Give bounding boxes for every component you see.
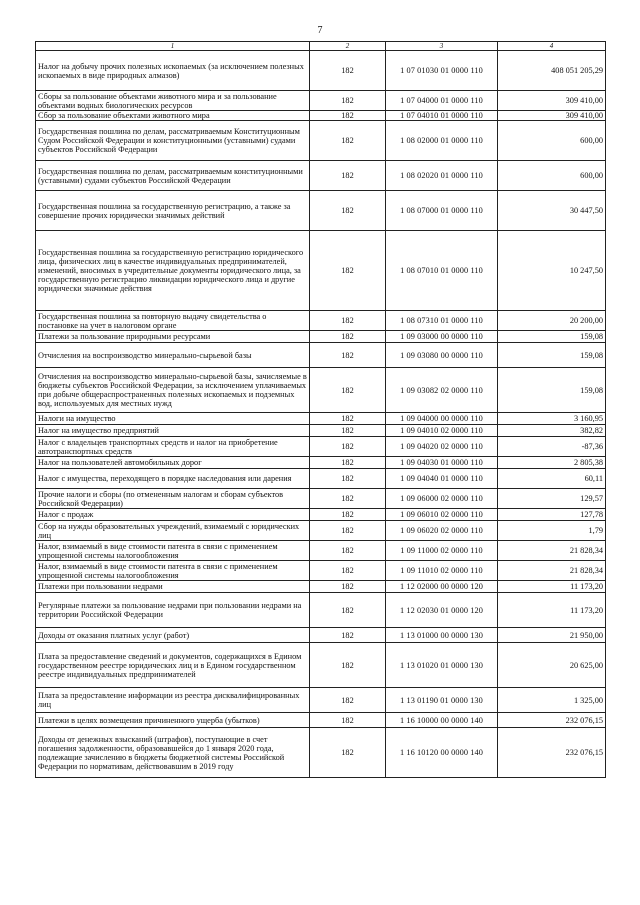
row-budget-code: 1 08 07010 01 0000 110 [386,231,498,311]
table-row [36,368,606,413]
table-row [36,437,606,457]
row-amount: 30 447,50 [498,191,606,231]
row-admin-code: 182 [310,413,386,425]
row-admin-code: 182 [310,311,386,331]
row-name: Платежи за пользование природными ресурсами [36,331,310,343]
row-amount: 600,00 [498,121,606,161]
row-amount: 21 950,00 [498,628,606,643]
table-row [36,643,606,688]
row-amount: 21 828,34 [498,541,606,561]
row-amount: 20 625,00 [498,643,606,688]
table-row [36,413,606,425]
row-amount: 11 173,20 [498,593,606,628]
row-admin-code: 182 [310,688,386,713]
row-amount: 309 410,00 [498,111,606,121]
row-budget-code: 1 09 03080 00 0000 110 [386,343,498,368]
table-row [36,343,606,368]
row-budget-code: 1 08 07310 01 0000 110 [386,311,498,331]
row-amount: 159,08 [498,343,606,368]
table-row [36,191,606,231]
table-row [36,713,606,728]
row-budget-code: 1 09 06020 02 0000 110 [386,521,498,541]
row-name: Налог с имущества, переходящего в порядке наследования или дарения [36,469,310,489]
column-number-row [36,42,606,51]
row-budget-code: 1 08 02020 01 0000 110 [386,161,498,191]
row-amount: -87,36 [498,437,606,457]
row-admin-code: 182 [310,343,386,368]
row-admin-code: 182 [310,593,386,628]
row-admin-code: 182 [310,191,386,231]
row-admin-code: 182 [310,713,386,728]
table-row [36,91,606,111]
row-budget-code: 1 16 10000 00 0000 140 [386,713,498,728]
row-admin-code: 182 [310,457,386,469]
row-admin-code: 182 [310,521,386,541]
row-admin-code: 182 [310,368,386,413]
row-budget-code: 1 12 02000 00 0000 120 [386,581,498,593]
row-name: Регулярные платежи за пользование недрами при пользовании недрами на территории Российской Федерации [36,593,310,628]
row-amount: 309 410,00 [498,91,606,111]
table-row [36,489,606,509]
row-admin-code: 182 [310,643,386,688]
row-admin-code: 182 [310,509,386,521]
table-row [36,541,606,561]
row-admin-code: 182 [310,437,386,457]
row-budget-code: 1 08 07000 01 0000 110 [386,191,498,231]
table-row [36,469,606,489]
column-number: 4 [498,42,606,51]
row-name: Государственная пошлина за повторную выдачу свидетельства о постановке на учет в налоговом органе [36,311,310,331]
row-name: Отчисления на воспроизводство минерально-сырьевой базы [36,343,310,368]
table-row [36,425,606,437]
row-admin-code: 182 [310,331,386,343]
row-budget-code: 1 13 01020 01 0000 130 [386,643,498,688]
row-admin-code: 182 [310,541,386,561]
row-budget-code: 1 07 01030 01 0000 110 [386,51,498,91]
table-row [36,331,606,343]
table-row [36,121,606,161]
row-amount: 60,11 [498,469,606,489]
row-admin-code: 182 [310,489,386,509]
row-admin-code: 182 [310,469,386,489]
table-row [36,111,606,121]
row-admin-code: 182 [310,628,386,643]
row-name: Плата за предоставление сведений и документов, содержащихся в Едином государственном реестре юридических лиц и в Едином государственном реестре индивидуальных предпринимателей [36,643,310,688]
row-name: Отчисления на воспроизводство минерально-сырьевой базы, зачисляемые в бюджеты субъектов Российской Федерации, за исключением уплачиваемых при добыче общераспространенных полезных ископаемых и подземных вод, используемых для местных нужд [36,368,310,413]
row-amount: 382,82 [498,425,606,437]
row-name: Налог на имущество предприятий [36,425,310,437]
row-budget-code: 1 09 04000 00 0000 110 [386,413,498,425]
row-amount: 1 325,00 [498,688,606,713]
row-amount: 127,78 [498,509,606,521]
row-amount: 129,57 [498,489,606,509]
row-admin-code: 182 [310,161,386,191]
row-name: Государственная пошлина за государственную регистрацию, а также за совершение прочих юридически значимых действий [36,191,310,231]
row-admin-code: 182 [310,231,386,311]
row-amount: 159,08 [498,368,606,413]
row-name: Налоги на имущество [36,413,310,425]
row-budget-code: 1 09 04010 02 0000 110 [386,425,498,437]
row-admin-code: 182 [310,91,386,111]
row-admin-code: 182 [310,581,386,593]
table-row [36,51,606,91]
row-amount: 232 076,15 [498,728,606,778]
row-amount: 20 200,00 [498,311,606,331]
row-name: Сбор за пользование объектами животного мира [36,111,310,121]
page-number: 7 [317,25,323,36]
row-budget-code: 1 09 03000 00 0000 110 [386,331,498,343]
row-budget-code: 1 12 02030 01 0000 120 [386,593,498,628]
row-budget-code: 1 07 04000 01 0000 110 [386,91,498,111]
row-budget-code: 1 09 06010 02 0000 110 [386,509,498,521]
revenue-table [35,41,606,778]
row-name: Налог с владельцев транспортных средств и налог на приобретение автотранспортных средств [36,437,310,457]
row-name: Доходы от денежных взысканий (штрафов), поступающие в счет погашения задолженности, образовавшейся до 1 января 2020 года, подлежащие зачислению в бюджеты бюджетной системы Российской Федерации по нормативам, действовавшим в 2019 году [36,728,310,778]
table-row [36,521,606,541]
row-amount: 600,00 [498,161,606,191]
table-row [36,231,606,311]
row-budget-code: 1 13 01190 01 0000 130 [386,688,498,713]
table-row [36,628,606,643]
row-budget-code: 1 09 11000 02 0000 110 [386,541,498,561]
row-budget-code: 1 09 04020 02 0000 110 [386,437,498,457]
row-admin-code: 182 [310,425,386,437]
row-amount: 10 247,50 [498,231,606,311]
table-row [36,581,606,593]
row-name: Налог с продаж [36,509,310,521]
row-name: Государственная пошлина по делам, рассматриваемым конституционными (уставными) судами субъектов Российской Федерации [36,161,310,191]
row-name: Сборы за пользование объектами животного мира и за пользование объектами водных биологических ресурсов [36,91,310,111]
table-row [36,561,606,581]
row-name: Доходы от оказания платных услуг (работ) [36,628,310,643]
row-budget-code: 1 13 01000 00 0000 130 [386,628,498,643]
row-name: Налог, взимаемый в виде стоимости патента в связи с применением упрощенной системы налогообложения [36,561,310,581]
table-row [36,688,606,713]
row-amount: 11 173,20 [498,581,606,593]
row-admin-code: 182 [310,561,386,581]
row-name: Налог на пользователей автомобильных дорог [36,457,310,469]
row-name: Платежи при пользовании недрами [36,581,310,593]
table-row [36,728,606,778]
row-amount: 408 051 205,29 [498,51,606,91]
row-admin-code: 182 [310,111,386,121]
row-budget-code: 1 09 03082 02 0000 110 [386,368,498,413]
row-amount: 1,79 [498,521,606,541]
table-row [36,457,606,469]
row-amount: 3 160,95 [498,413,606,425]
row-budget-code: 1 09 04040 01 0000 110 [386,469,498,489]
row-amount: 232 076,15 [498,713,606,728]
row-amount: 159,08 [498,331,606,343]
row-admin-code: 182 [310,121,386,161]
column-number: 2 [310,42,386,51]
row-budget-code: 1 09 11010 02 0000 110 [386,561,498,581]
row-name: Прочие налоги и сборы (по отмененным налогам и сборам субъектов Российской Федерации) [36,489,310,509]
column-number: 3 [386,42,498,51]
row-name: Плата за предоставление информации из реестра дисквалифицированных лиц [36,688,310,713]
row-budget-code: 1 07 04010 01 0000 110 [386,111,498,121]
row-budget-code: 1 16 10120 00 0000 140 [386,728,498,778]
row-name: Налог, взимаемый в виде стоимости патента в связи с применением упрощенной системы налогообложения [36,541,310,561]
table-row [36,311,606,331]
row-name: Сбор на нужды образовательных учреждений, взимаемый с юридических лиц [36,521,310,541]
row-name: Государственная пошлина за государственную регистрацию юридического лица, физических лиц в качестве индивидуальных предпринимателей, изменений, вносимых в учредительные документы юридического лица, за государственную регистрацию ликвидации юридического лица и другие юридически значимые действия [36,231,310,311]
row-name: Платежи в целях возмещения причиненного ущерба (убытков) [36,713,310,728]
row-admin-code: 182 [310,728,386,778]
row-budget-code: 1 09 04030 01 0000 110 [386,457,498,469]
table-row [36,161,606,191]
column-number: 1 [36,42,310,51]
row-budget-code: 1 08 02000 01 0000 110 [386,121,498,161]
row-admin-code: 182 [310,51,386,91]
table-row [36,509,606,521]
row-name: Государственная пошлина по делам, рассматриваемым Конституционным Судом Российской Федерации и конституционными (уставными) судами субъектов Российской Федерации [36,121,310,161]
row-name: Налог на добычу прочих полезных ископаемых (за исключением полезных ископаемых в виде природных алмазов) [36,51,310,91]
row-budget-code: 1 09 06000 02 0000 110 [386,489,498,509]
row-amount: 2 805,38 [498,457,606,469]
table-row [36,593,606,628]
row-amount: 21 828,34 [498,561,606,581]
